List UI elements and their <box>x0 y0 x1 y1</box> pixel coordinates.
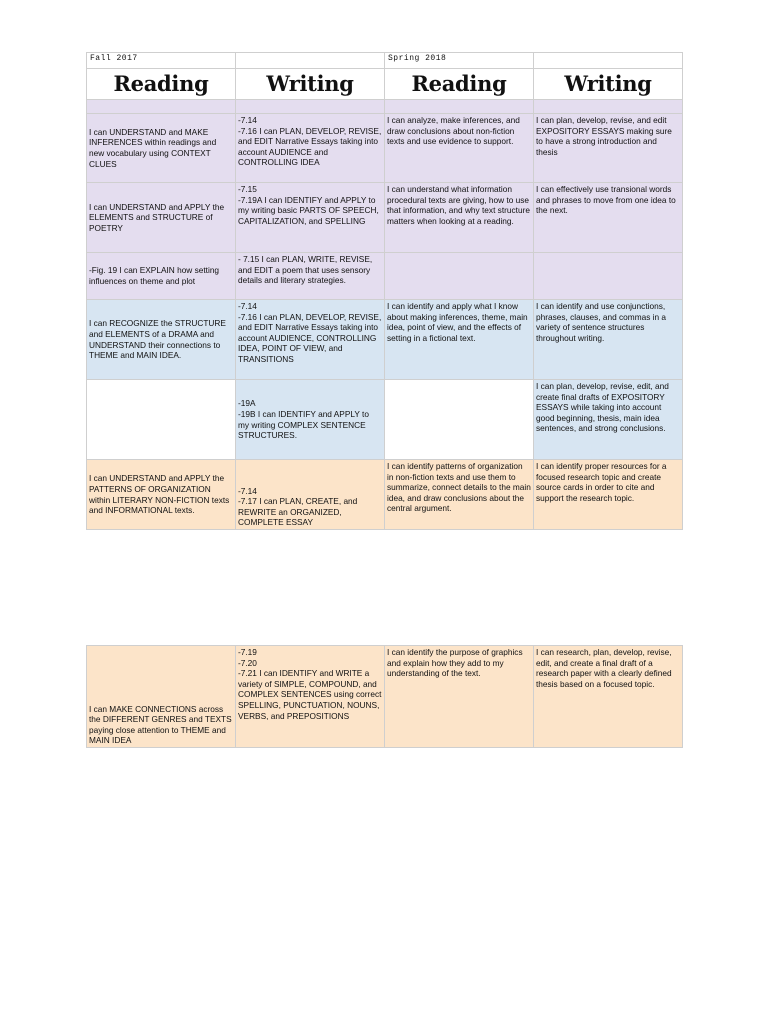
table-cell: I can identify proper resources for a focused research topic and create source cards in order to cite and support the research topic. <box>534 460 683 530</box>
table-cell <box>534 253 683 300</box>
table-cell <box>87 380 236 460</box>
table-cell: I can understand what information procedural texts are giving, how to use that information, and why text structure matters when looking at a reading. <box>385 183 534 253</box>
table-cell: I can identify patterns of organization in non-fiction texts and use them to summarize, connect details to the main idea, and draw conclusions about the central argument. <box>385 460 534 530</box>
table-row <box>87 114 683 183</box>
table-cell: I can identify and use conjunctions, phrases, clauses, and commas in a variety of sentence structures throughout writing. <box>534 300 683 380</box>
semester-empty <box>236 53 385 69</box>
table-cell: -Fig. 19 I can EXPLAIN how setting influences on theme and plot <box>87 253 236 300</box>
semester-fall-label: Fall 2017 <box>87 53 236 69</box>
table-cell: -19A -19B I can IDENTIFY and APPLY to my writing COMPLEX SENTENCE STRUCTURES. <box>236 380 385 460</box>
table-cell: -7.19 -7.20 -7.21 I can IDENTIFY and WRITE a variety of SIMPLE, COMPOUND, and COMPLEX SENTENCES using correct SPELLING, PUNCTUATION, NOUNS, VERBS, and PREPOSITIONS <box>236 646 385 748</box>
table-cell: - 7.15 I can PLAN, WRITE, REVISE, and EDIT a poem that uses sensory details and literary strategies. <box>236 253 385 300</box>
table-row <box>87 183 683 253</box>
table-cell: -7.14 -7.16 I can PLAN, DEVELOP, REVISE, and EDIT Narrative Essays taking into account AUDIENCE and CONTROLLING IDEA <box>236 114 385 183</box>
header-reading-spring: Reading <box>385 69 534 100</box>
table-cell: I can plan, develop, revise, and edit EXPOSITORY ESSAYS making sure to have a strong introduction and thesis <box>534 114 683 183</box>
table-cell: -7.14 -7.16 I can PLAN, DEVELOP, REVISE, and EDIT Narrative Essays taking into account AUDIENCE, CONTROLLING IDEA, POINT OF VIEW, and TRANSITIONS <box>236 300 385 380</box>
table-cell: I can RECOGNIZE the STRUCTURE and ELEMENTS of a DRAMA and UNDERSTAND their connections to THEME and MAIN IDEA. <box>87 300 236 380</box>
table-cell: -7.14 -7.17 I can PLAN, CREATE, and REWRITE an ORGANIZED, COMPLETE ESSAY <box>236 460 385 530</box>
table-row <box>87 253 683 300</box>
spacer-row <box>87 100 683 114</box>
header-row <box>87 69 683 100</box>
header-writing-fall: Writing <box>236 69 385 100</box>
table-cell: I can analyze, make inferences, and draw conclusions about non-fiction texts and use evidence to support. <box>385 114 534 183</box>
header-reading-fall: Reading <box>87 69 236 100</box>
table-cell: I can research, plan, develop, revise, edit, and create a final draft of a research paper with a clearly defined thesis based on a focused topic. <box>534 646 683 748</box>
table-row <box>87 646 683 748</box>
table-cell: I can plan, develop, revise, edit, and create final drafts of EXPOSITORY ESSAYS while taking into account good beginning, thesis, main idea sentences, and strong conclusions. <box>534 380 683 460</box>
table-cell: I can identify the purpose of graphics and explain how they add to my understanding of the text. <box>385 646 534 748</box>
table-cell: I can MAKE CONNECTIONS across the DIFFERENT GENRES and TEXTS paying close attention to THEME and MAIN IDEA <box>87 646 236 748</box>
semester-empty <box>534 53 683 69</box>
semester-row <box>87 53 683 69</box>
table-cell: I can identify and apply what I know about making inferences, theme, main idea, point of view, and the effects of setting in a fictional text. <box>385 300 534 380</box>
table-cell: I can UNDERSTAND and APPLY the ELEMENTS and STRUCTURE of POETRY <box>87 183 236 253</box>
table-cell: -7.15 -7.19A I can IDENTIFY and APPLY to my writing basic PARTS OF SPEECH, CAPITALIZATION, and SPELLING <box>236 183 385 253</box>
table-cell <box>385 253 534 300</box>
table-cell: I can effectively use transional words and phrases to move from one idea to the next. <box>534 183 683 253</box>
table-row <box>87 460 683 530</box>
table-cell: I can UNDERSTAND and MAKE INFERENCES within readings and new vocabulary using CONTEXT CLUES <box>87 114 236 183</box>
curriculum-table-continued <box>86 645 683 748</box>
header-writing-spring: Writing <box>534 69 683 100</box>
table-row <box>87 300 683 380</box>
curriculum-table <box>86 52 683 530</box>
table-cell <box>385 380 534 460</box>
semester-spring-label: Spring 2018 <box>385 53 534 69</box>
table-row <box>87 380 683 460</box>
table-cell: I can UNDERSTAND and APPLY the PATTERNS OF ORGANIZATION within LITERARY NON-FICTION texts and INFORMATIONAL texts. <box>87 460 236 530</box>
